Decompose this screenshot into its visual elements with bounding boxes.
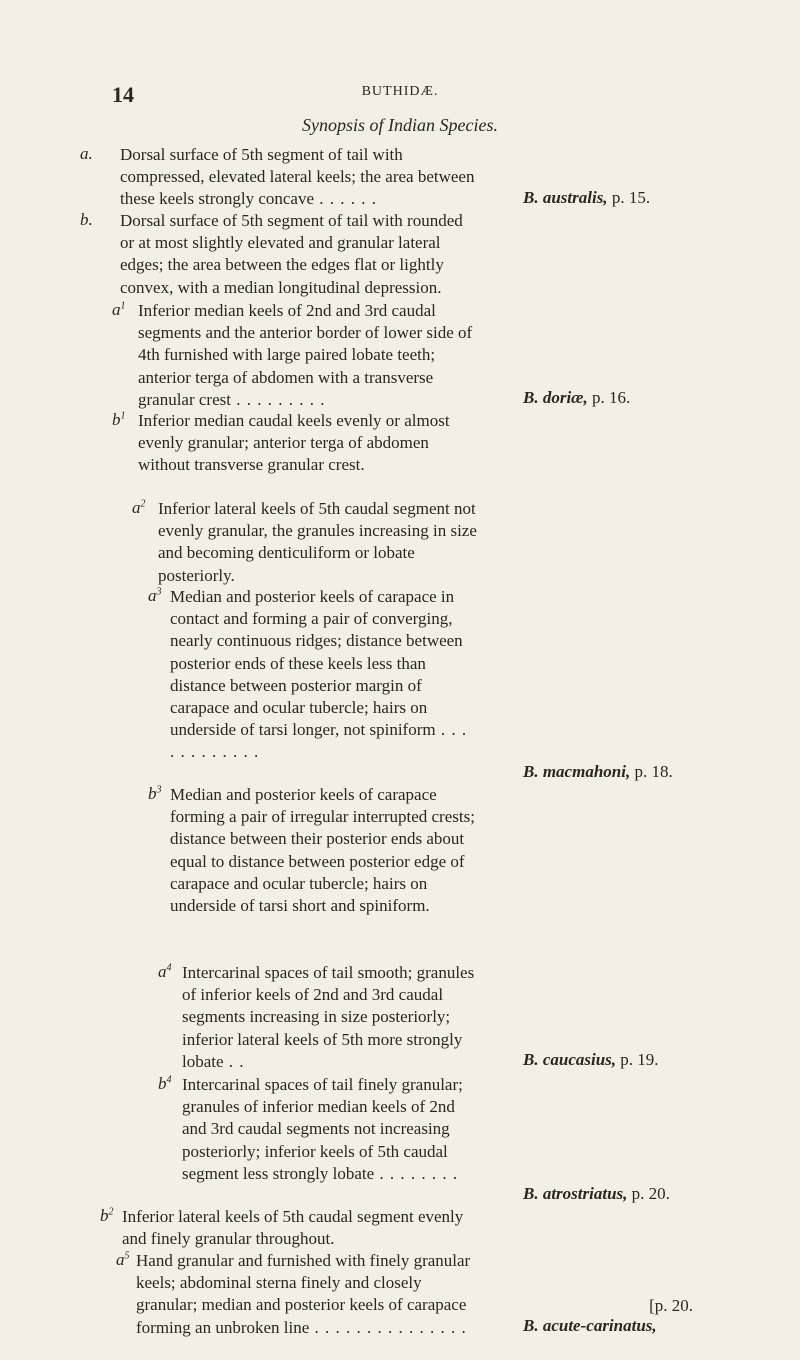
- key-text: Hand granular and furnished with finely granular keels; abdominal sterna finely and closely granular; median and posterior keels of carapace forming an unbroken line . . . . . . . . . . . . . . .: [136, 1251, 471, 1337]
- key-label: $b^1$: [112, 410, 126, 429]
- page-number: 14: [112, 82, 134, 107]
- key-text: Intercarinal spaces of tail smooth; granules of inferior keels of 2nd and 3rd caudal segments increasing in size posteriorly; inferior lateral keels of 5th more strongly lobate . .: [182, 963, 475, 1071]
- key-entry: [100, 962, 790, 1074]
- key-entry: [100, 410, 790, 498]
- key-text: Inferior median caudal keels evenly or almost evenly granular; anterior terga of abdomen without transverse granular crest.: [138, 411, 450, 475]
- key-entry: [100, 1250, 790, 1360]
- key-entry: [80, 144, 790, 210]
- key-text: Median and posterior keels of carapace in contact and forming a pair of converging, nearly continuous ridges; distance between posterior ends of these keels less than distance between posterior margin of carapace and ocular tubercle; hairs on underside of tarsi longer, not spiniform . . . . . . . . . . . .: [170, 587, 468, 762]
- key-text: Inferior median keels of 2nd and 3rd caudal segments and the anterior border of lower side of 4th furnished with large paired lobate teeth; anterior terga of abdomen with a transverse granular crest . . . . . . . . .: [138, 301, 473, 409]
- species-ref: B. doriæ, p. 16.: [523, 388, 631, 407]
- key-label: $a^2$: [132, 498, 146, 517]
- key-entry: [100, 1206, 790, 1250]
- key-label: $b^3$: [148, 784, 162, 803]
- key-entry: [80, 210, 790, 300]
- key-entry: [100, 586, 790, 784]
- key-label: b.: [80, 210, 93, 229]
- species-ref: B. atrostriatus, p. 20.: [523, 1184, 670, 1203]
- synopsis-title: Synopsis of Indian Species.: [302, 115, 498, 135]
- key-text: Median and posterior keels of carapace forming a pair of irregular interrupted crests; distance between their posterior ends about equal to distance between posterior edge of carapace and ocular tubercle; hairs on underside of tarsi short and spiniform.: [170, 785, 475, 916]
- key-text: Intercarinal spaces of tail finely granular; granules of inferior median keels of 2nd and 3rd caudal segments not increasing posteriorly; inferior keels of 5th caudal segment less strongly lobate . . . . . . . .: [182, 1075, 463, 1183]
- species-ref: [p. 20. B. acute-carinatus,: [523, 1296, 693, 1335]
- key-entry: [100, 784, 790, 962]
- species-ref: B. caucasius, p. 19.: [523, 1050, 659, 1069]
- key-entry: [100, 1074, 790, 1206]
- key-label: $a^4$: [158, 962, 172, 981]
- key-label: $b^4$: [158, 1074, 172, 1093]
- key-label: a.: [80, 144, 93, 163]
- key-text: Dorsal surface of 5th segment of tail with compressed, elevated lateral keels; the area between these keels strongly concave . . . . . .: [120, 145, 475, 209]
- key-entry: [100, 300, 790, 410]
- species-ref: B. australis, p. 15.: [523, 188, 651, 207]
- synopsis-key: [80, 144, 790, 1360]
- key-text: Inferior lateral keels of 5th caudal segment not evenly granular, the granules increasing in size and becoming denticuliform or lobate posteriorly.: [158, 499, 477, 585]
- key-entry: [100, 498, 790, 586]
- key-text: Dorsal surface of 5th segment of tail with rounded or at most slightly elevated and granular lateral edges; the area between the edges flat or lightly convex, with a median longitudinal depression.: [120, 211, 463, 297]
- key-text: Inferior lateral keels of 5th caudal segment evenly and finely granular throughout.: [122, 1207, 464, 1249]
- key-label: $a^3$: [148, 586, 162, 605]
- species-ref: B. macmahoni, p. 18.: [523, 762, 673, 781]
- key-label: $a^1$: [112, 300, 126, 319]
- running-head: BUTHIDÆ.: [361, 84, 439, 99]
- key-label: $b^2$: [100, 1206, 114, 1225]
- key-label: $a^5$: [116, 1250, 130, 1269]
